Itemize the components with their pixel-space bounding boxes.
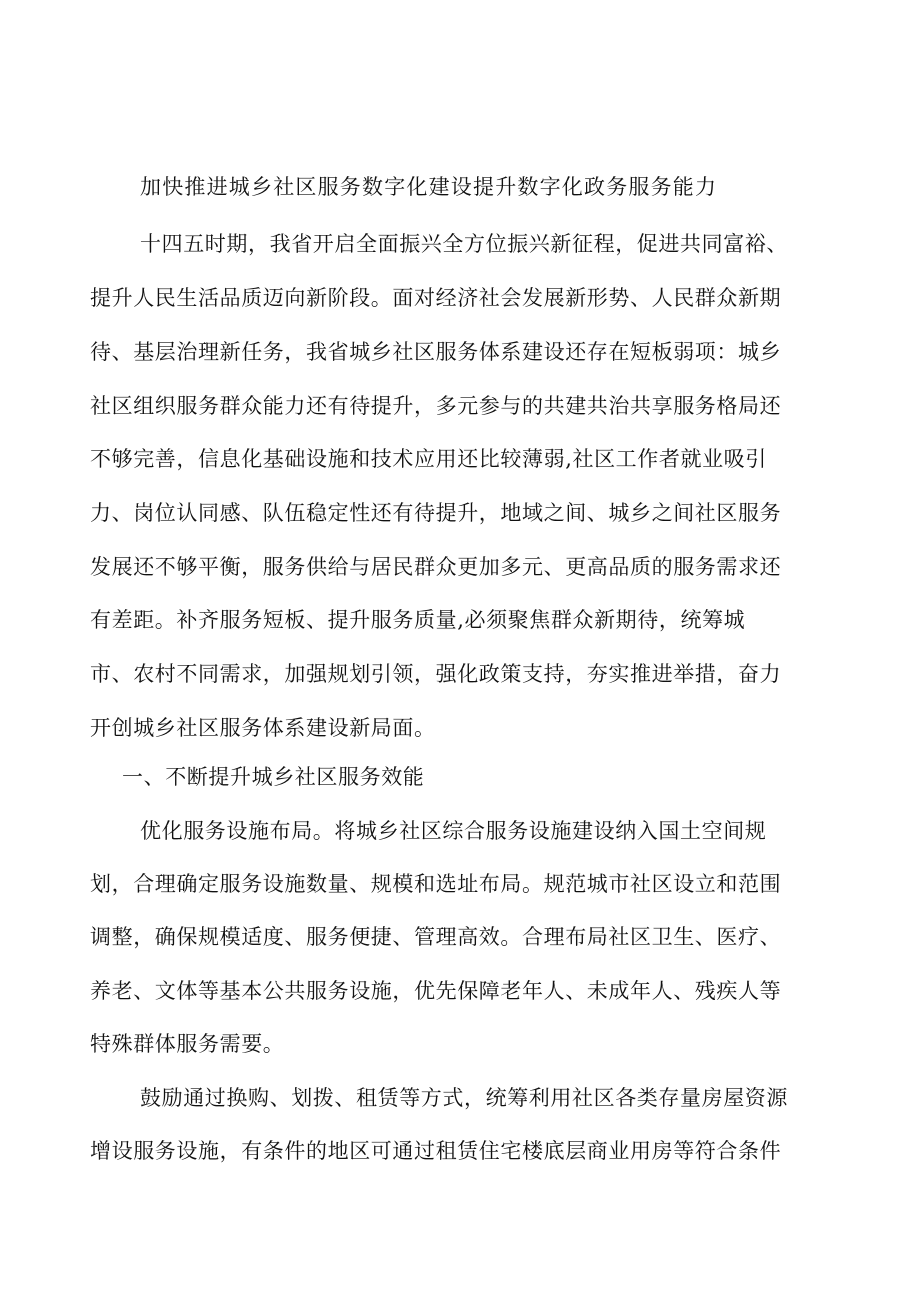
- intro-line-10: 开创城乡社区服务体系建设新局面。: [90, 716, 436, 740]
- intro-line-8: 有差距。补齐服务短板、提升服务质量,必须聚焦群众新期待，统筹城: [90, 608, 746, 632]
- para2-line-5: 特殊群体服务需要。: [90, 1032, 285, 1056]
- para3-line-2: 增设服务设施，有条件的地区可通过租赁住宅楼底层商业用房等符合条件: [90, 1139, 782, 1163]
- intro-line-6: 力、岗位认同感、队伍稳定性还有待提升，地域之间、城乡之间社区服务: [90, 501, 782, 525]
- document-title: 加快推进城乡社区服务数字化建设提升数字化政务服务能力: [140, 175, 718, 199]
- intro-line-7: 发展还不够平衡，服务供给与居民群众更加多元、更高品质的服务需求还: [90, 555, 782, 579]
- intro-line-9: 市、农村不同需求，加强规划引领，强化政策支持，夯实推进举措，奋力: [90, 662, 782, 686]
- intro-line-3: 待、基层治理新任务，我省城乡社区服务体系建设还存在短板弱项：城乡: [90, 340, 782, 364]
- para2-line-2: 划，合理确定服务设施数量、规模和选址布局。规范城市社区设立和范围: [90, 872, 782, 896]
- intro-line-4: 社区组织服务群众能力还有待提升，多元参与的共建共治共享服务格局还: [90, 394, 782, 418]
- intro-line-2: 提升人民生活品质迈向新阶段。面对经济社会发展新形势、人民群众新期: [90, 286, 782, 310]
- para2-line-1: 优化服务设施布局。将城乡社区综合服务设施建设纳入国土空间规: [140, 819, 767, 843]
- para2-line-3: 调整，确保规模适度、服务便捷、管理高效。合理布局社区卫生、医疗、: [90, 925, 782, 949]
- para2-line-4: 养老、文体等基本公共服务设施，优先保障老年人、未成年人、残疾人等: [90, 979, 782, 1003]
- intro-line-5: 不够完善，信息化基础设施和技术应用还比较薄弱,社区工作者就业吸引: [90, 447, 767, 471]
- section-heading: 一、不断提升城乡社区服务效能: [122, 765, 425, 789]
- para3-line-1: 鼓励通过换购、划拨、租赁等方式，统筹利用社区各类存量房屋资源: [140, 1086, 788, 1110]
- intro-line-1: 十四五时期，我省开启全面振兴全方位振兴新征程，促进共同富裕、: [140, 232, 788, 256]
